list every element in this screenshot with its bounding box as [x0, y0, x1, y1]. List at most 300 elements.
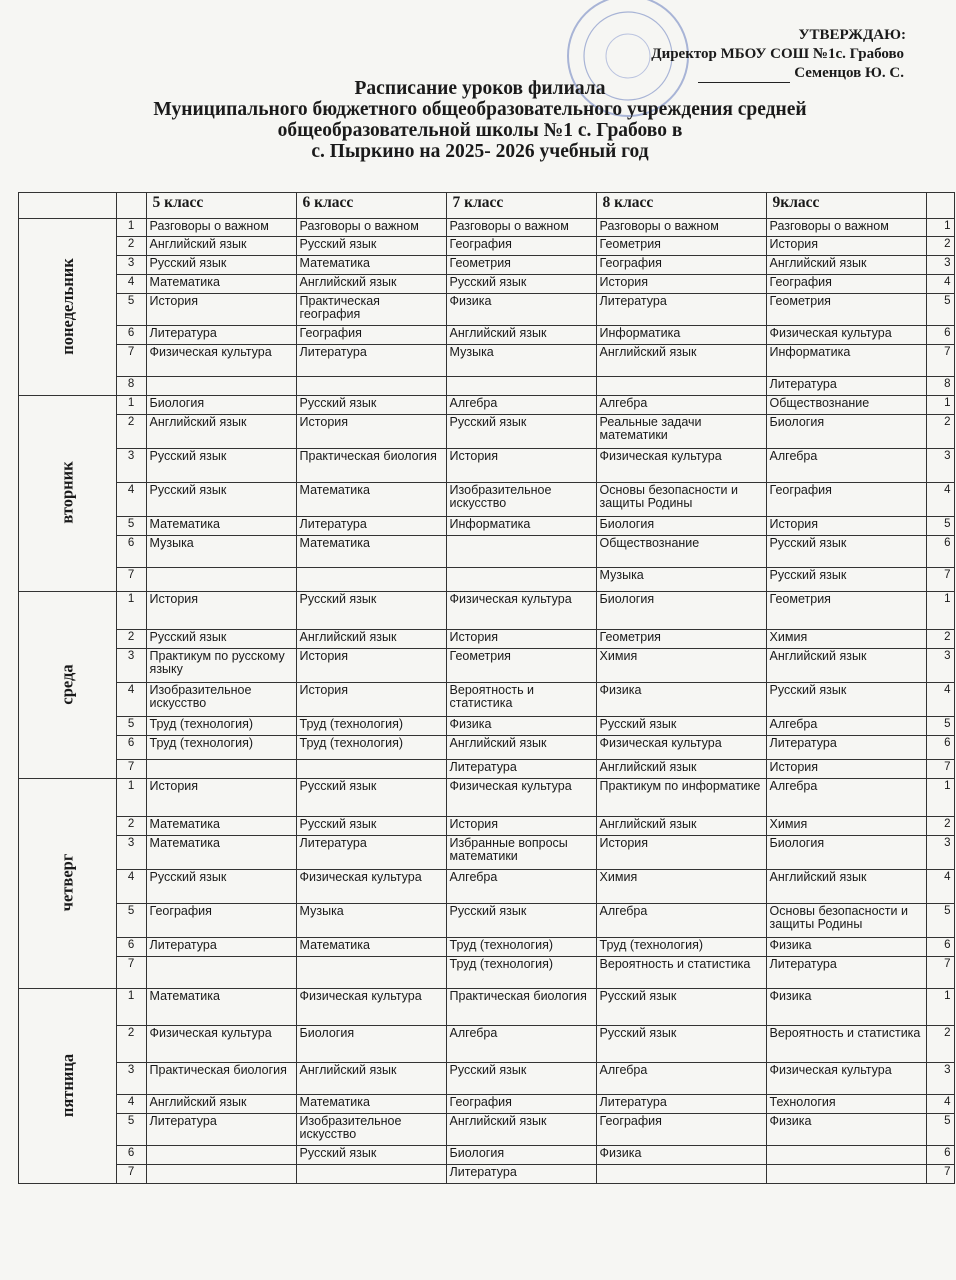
subject-cell: Русский язык [296, 1146, 446, 1165]
lesson-number: 1 [116, 989, 146, 1026]
subject-cell: Английский язык [146, 415, 296, 449]
subject-cell: История [446, 817, 596, 836]
subject-cell: Информатика [596, 326, 766, 345]
lesson-number-right: 2 [926, 1026, 954, 1063]
subject-cell: Русский язык [766, 683, 926, 717]
lesson-number-right: 5 [926, 904, 954, 938]
table-row [19, 219, 955, 237]
lesson-number-right: 3 [926, 1063, 954, 1095]
table-row [19, 1026, 955, 1063]
subject-cell: Реальные задачи математики [596, 415, 766, 449]
lesson-number-right: 4 [926, 483, 954, 517]
lesson-number-right: 1 [926, 396, 954, 415]
lesson-number-right: 6 [926, 326, 954, 345]
subject-cell: Литература [296, 517, 446, 536]
lesson-number: 7 [116, 345, 146, 377]
approval-heading: УТВЕРЖДАЮ: [798, 27, 906, 43]
subject-cell: Физическая культура [296, 870, 446, 904]
subject-cell: Английский язык [146, 237, 296, 256]
subject-cell: Физика [766, 1114, 926, 1146]
subject-cell: Труд (технология) [296, 717, 446, 736]
subject-cell: Физическая культура [596, 736, 766, 760]
day-cell [19, 396, 117, 592]
subject-cell: Музыка [446, 345, 596, 377]
lesson-number: 4 [116, 275, 146, 294]
lesson-number-right: 8 [926, 377, 954, 396]
subject-cell [296, 377, 446, 396]
subject-cell: Русский язык [446, 904, 596, 938]
lesson-number: 2 [116, 1026, 146, 1063]
subject-cell: Музыка [596, 568, 766, 592]
subject-cell: Литература [596, 294, 766, 326]
subject-cell: История [596, 275, 766, 294]
header-class-5: 5 класс [146, 193, 296, 219]
table-row [19, 415, 955, 449]
schedule-table [18, 192, 955, 1184]
subject-cell: Биология [146, 396, 296, 415]
lesson-number-right: 1 [926, 779, 954, 817]
subject-cell: Музыка [296, 904, 446, 938]
lesson-number: 4 [116, 483, 146, 517]
subject-cell: Музыка [146, 536, 296, 568]
subject-cell: Технология [766, 1095, 926, 1114]
subject-cell: Физическая культура [146, 1026, 296, 1063]
lesson-number: 3 [116, 256, 146, 275]
subject-cell: География [446, 237, 596, 256]
day-label: четверг [57, 853, 77, 912]
subject-cell: Литература [596, 1095, 766, 1114]
subject-cell: Русский язык [146, 630, 296, 649]
table-row [19, 294, 955, 326]
subject-cell: Разговоры о важном [766, 219, 926, 237]
lesson-number: 7 [116, 1165, 146, 1184]
lesson-number: 6 [116, 536, 146, 568]
title-line-1: Расписание уроков филиала [354, 78, 606, 99]
subject-cell: Алгебра [446, 1026, 596, 1063]
subject-cell: Избранные вопросы математики [446, 836, 596, 870]
table-row [19, 938, 955, 957]
subject-cell: География [296, 326, 446, 345]
subject-cell: Химия [766, 817, 926, 836]
lesson-number: 5 [116, 904, 146, 938]
subject-cell: Английский язык [596, 345, 766, 377]
subject-cell: Литература [446, 760, 596, 779]
table-row [19, 483, 955, 517]
subject-cell: Литература [766, 957, 926, 989]
title-line-3: общеобразовательной школы №1 с. Грабово в [277, 120, 683, 141]
lesson-number: 1 [116, 779, 146, 817]
approval-block [651, 26, 904, 83]
lesson-number-right: 5 [926, 717, 954, 736]
subject-cell: Физическая культура [146, 345, 296, 377]
table-row [19, 536, 955, 568]
lesson-number-right: 2 [926, 630, 954, 649]
lesson-number: 5 [116, 294, 146, 326]
subject-cell: Литература [146, 326, 296, 345]
lesson-number-right: 3 [926, 649, 954, 683]
subject-cell: Русский язык [596, 989, 766, 1026]
subject-cell: История [596, 836, 766, 870]
table-row [19, 649, 955, 683]
subject-cell: География [766, 483, 926, 517]
lesson-number: 3 [116, 1063, 146, 1095]
subject-cell: Изобразительное искусство [296, 1114, 446, 1146]
subject-cell: Вероятность и статистика [446, 683, 596, 717]
subject-cell: Алгебра [766, 779, 926, 817]
subject-cell: Практикум по русскому языку [146, 649, 296, 683]
lesson-number: 4 [116, 1095, 146, 1114]
day-cell [19, 219, 117, 396]
lesson-number-right: 2 [926, 237, 954, 256]
subject-cell: Биология [596, 592, 766, 630]
lesson-number-right: 6 [926, 736, 954, 760]
subject-cell [146, 957, 296, 989]
subject-cell: География [446, 1095, 596, 1114]
subject-cell: Русский язык [766, 568, 926, 592]
subject-cell: Основы безопасности и защиты Родины [596, 483, 766, 517]
lesson-number: 6 [116, 1146, 146, 1165]
table-row [19, 568, 955, 592]
subject-cell: Литература [296, 345, 446, 377]
lesson-number-right: 7 [926, 345, 954, 377]
subject-cell: Английский язык [446, 326, 596, 345]
table-row [19, 1114, 955, 1146]
table-row [19, 779, 955, 817]
table-row [19, 836, 955, 870]
table-row [19, 1146, 955, 1165]
table-row [19, 1095, 955, 1114]
subject-cell: Биология [766, 836, 926, 870]
subject-cell: Биология [766, 415, 926, 449]
subject-cell: Математика [296, 938, 446, 957]
table-row [19, 345, 955, 377]
subject-cell: Алгебра [766, 717, 926, 736]
lesson-number: 8 [116, 377, 146, 396]
subject-cell: Изобразительное искусство [446, 483, 596, 517]
lesson-number: 3 [116, 836, 146, 870]
subject-cell [296, 760, 446, 779]
lesson-number: 3 [116, 449, 146, 483]
subject-cell: Обществознание [766, 396, 926, 415]
lesson-number-right: 3 [926, 836, 954, 870]
subject-cell: Русский язык [146, 449, 296, 483]
header-class-9: 9класс [766, 193, 926, 219]
lesson-number: 6 [116, 326, 146, 345]
lesson-number: 3 [116, 649, 146, 683]
subject-cell: Алгебра [596, 1063, 766, 1095]
lesson-number-right: 5 [926, 517, 954, 536]
approval-name: Семенцов Ю. С. [794, 65, 904, 81]
subject-cell: Химия [596, 870, 766, 904]
subject-cell: История [146, 779, 296, 817]
day-cell [19, 989, 117, 1184]
subject-cell: Русский язык [766, 536, 926, 568]
subject-cell: Разговоры о важном [146, 219, 296, 237]
subject-cell: Химия [766, 630, 926, 649]
subject-cell: Математика [146, 836, 296, 870]
table-row [19, 736, 955, 760]
subject-cell: Математика [146, 817, 296, 836]
lesson-number: 2 [116, 415, 146, 449]
day-label: понедельник [57, 257, 77, 355]
lesson-number: 1 [116, 219, 146, 237]
table-row [19, 377, 955, 396]
lesson-number: 7 [116, 957, 146, 989]
subject-cell: Русский язык [296, 237, 446, 256]
lesson-number-right: 7 [926, 760, 954, 779]
header-day-cell [19, 193, 117, 219]
lesson-number-right: 2 [926, 415, 954, 449]
lesson-number: 6 [116, 736, 146, 760]
subject-cell [596, 377, 766, 396]
subject-cell: Труд (технология) [146, 717, 296, 736]
lesson-number-right: 5 [926, 294, 954, 326]
subject-cell: Геометрия [446, 649, 596, 683]
approval-position: Директор МБОУ СОШ №1с. Грабово [651, 46, 904, 62]
subject-cell: Английский язык [766, 649, 926, 683]
day-label: среда [57, 663, 77, 705]
subject-cell: Литература [766, 377, 926, 396]
subject-cell: История [296, 415, 446, 449]
subject-cell: Практическая география [296, 294, 446, 326]
subject-cell: Разговоры о важном [596, 219, 766, 237]
lesson-number-right: 1 [926, 989, 954, 1026]
subject-cell: Русский язык [296, 592, 446, 630]
subject-cell: Физика [766, 989, 926, 1026]
subject-cell: Физика [596, 1146, 766, 1165]
subject-cell: Русский язык [446, 275, 596, 294]
subject-cell: Литература [146, 1114, 296, 1146]
subject-cell: Алгебра [766, 449, 926, 483]
header-class-6: 6 класс [296, 193, 446, 219]
subject-cell: Русский язык [296, 817, 446, 836]
table-row [19, 1165, 955, 1184]
subject-cell: Практическая биология [446, 989, 596, 1026]
subject-cell: История [766, 237, 926, 256]
lesson-number-right: 4 [926, 1095, 954, 1114]
subject-cell [146, 760, 296, 779]
lesson-number-right: 6 [926, 1146, 954, 1165]
subject-cell: Обществознание [596, 536, 766, 568]
subject-cell: Русский язык [596, 1026, 766, 1063]
subject-cell: Русский язык [296, 396, 446, 415]
lesson-number-right: 5 [926, 1114, 954, 1146]
subject-cell: История [146, 294, 296, 326]
subject-cell: Труд (технология) [596, 938, 766, 957]
lesson-number-right: 1 [926, 592, 954, 630]
lesson-number: 2 [116, 817, 146, 836]
title-line-4: с. Пыркино на 2025- 2026 учебный год [311, 141, 649, 162]
subject-cell [296, 568, 446, 592]
subject-cell: Русский язык [296, 779, 446, 817]
subject-cell: Практическая биология [296, 449, 446, 483]
lesson-number-right: 4 [926, 870, 954, 904]
header-class-8: 8 класс [596, 193, 766, 219]
subject-cell: Физика [596, 683, 766, 717]
subject-cell: Литература [766, 736, 926, 760]
table-row [19, 237, 955, 256]
table-row [19, 592, 955, 630]
subject-cell [446, 536, 596, 568]
lesson-number-right: 7 [926, 1165, 954, 1184]
lesson-number: 7 [116, 760, 146, 779]
subject-cell: Физическая культура [596, 449, 766, 483]
subject-cell: Русский язык [146, 870, 296, 904]
lesson-number-right: 6 [926, 536, 954, 568]
subject-cell: Алгебра [446, 396, 596, 415]
header-num-cell [116, 193, 146, 219]
subject-cell [446, 568, 596, 592]
table-row [19, 989, 955, 1026]
table-row [19, 396, 955, 415]
table-row [19, 870, 955, 904]
subject-cell: Физическая культура [296, 989, 446, 1026]
subject-cell [766, 1165, 926, 1184]
lesson-number: 5 [116, 1114, 146, 1146]
header-rnum-cell [926, 193, 954, 219]
subject-cell: Геометрия [596, 630, 766, 649]
subject-cell: География [596, 1114, 766, 1146]
subject-cell: Литература [146, 938, 296, 957]
subject-cell: Английский язык [296, 275, 446, 294]
lesson-number-right: 6 [926, 938, 954, 957]
subject-cell: Английский язык [596, 760, 766, 779]
subject-cell: Алгебра [596, 904, 766, 938]
lesson-number: 2 [116, 237, 146, 256]
subject-cell [146, 1165, 296, 1184]
subject-cell: Физическая культура [446, 779, 596, 817]
subject-cell: Биология [596, 517, 766, 536]
subject-cell: Физика [446, 717, 596, 736]
subject-cell: Английский язык [766, 256, 926, 275]
lesson-number: 6 [116, 938, 146, 957]
subject-cell: Разговоры о важном [296, 219, 446, 237]
subject-cell [146, 1146, 296, 1165]
subject-cell: Вероятность и статистика [596, 957, 766, 989]
subject-cell: Английский язык [296, 1063, 446, 1095]
subject-cell: Математика [296, 483, 446, 517]
subject-cell: Математика [296, 256, 446, 275]
day-label: пятница [57, 1053, 77, 1117]
table-row [19, 256, 955, 275]
subject-cell: Практикум по информатике [596, 779, 766, 817]
subject-cell: Английский язык [596, 817, 766, 836]
subject-cell: Русский язык [446, 1063, 596, 1095]
subject-cell: Английский язык [766, 870, 926, 904]
subject-cell: Математика [296, 1095, 446, 1114]
subject-cell: Разговоры о важном [446, 219, 596, 237]
subject-cell: Основы безопасности и защиты Родины [766, 904, 926, 938]
table-row [19, 904, 955, 938]
subject-cell: Физическая культура [446, 592, 596, 630]
lesson-number: 4 [116, 683, 146, 717]
subject-cell: Алгебра [446, 870, 596, 904]
day-label: вторник [57, 461, 77, 524]
table-row [19, 683, 955, 717]
subject-cell: История [446, 630, 596, 649]
subject-cell [146, 568, 296, 592]
lesson-number: 5 [116, 517, 146, 536]
subject-cell [596, 1165, 766, 1184]
lesson-number: 1 [116, 396, 146, 415]
subject-cell: Информатика [446, 517, 596, 536]
subject-cell: Математика [146, 517, 296, 536]
subject-cell: Информатика [766, 345, 926, 377]
page-title [60, 78, 900, 162]
subject-cell: Физика [446, 294, 596, 326]
table-row [19, 275, 955, 294]
subject-cell: История [146, 592, 296, 630]
subject-cell: История [766, 517, 926, 536]
subject-cell: Русский язык [146, 483, 296, 517]
subject-cell [296, 1165, 446, 1184]
subject-cell: Физика [766, 938, 926, 957]
subject-cell: История [296, 649, 446, 683]
subject-cell: Русский язык [446, 415, 596, 449]
table-row [19, 630, 955, 649]
subject-cell: Английский язык [296, 630, 446, 649]
subject-cell [766, 1146, 926, 1165]
subject-cell: История [296, 683, 446, 717]
subject-cell: Биология [446, 1146, 596, 1165]
lesson-number-right: 7 [926, 957, 954, 989]
subject-cell: Геометрия [766, 294, 926, 326]
subject-cell: Математика [146, 275, 296, 294]
subject-cell: Физическая культура [766, 326, 926, 345]
subject-cell: Практическая биология [146, 1063, 296, 1095]
subject-cell: Геометрия [596, 237, 766, 256]
lesson-number-right: 1 [926, 219, 954, 237]
subject-cell: Геометрия [766, 592, 926, 630]
subject-cell: Труд (технология) [446, 957, 596, 989]
subject-cell: Русский язык [596, 717, 766, 736]
subject-cell: Литература [446, 1165, 596, 1184]
lesson-number: 7 [116, 568, 146, 592]
subject-cell: Литература [296, 836, 446, 870]
lesson-number-right: 7 [926, 568, 954, 592]
lesson-number-right: 4 [926, 683, 954, 717]
lesson-number-right: 3 [926, 449, 954, 483]
subject-cell: География [596, 256, 766, 275]
subject-cell [296, 957, 446, 989]
subject-cell: Труд (технология) [446, 938, 596, 957]
table-row [19, 717, 955, 736]
lesson-number-right: 3 [926, 256, 954, 275]
subject-cell: Вероятность и статистика [766, 1026, 926, 1063]
day-cell [19, 592, 117, 779]
subject-cell: Изобразительное искусство [146, 683, 296, 717]
subject-cell: Математика [146, 989, 296, 1026]
subject-cell: История [766, 760, 926, 779]
subject-cell: Английский язык [146, 1095, 296, 1114]
subject-cell: Английский язык [446, 736, 596, 760]
lesson-number: 2 [116, 630, 146, 649]
subject-cell: Русский язык [146, 256, 296, 275]
subject-cell: Труд (технология) [146, 736, 296, 760]
lesson-number-right: 4 [926, 275, 954, 294]
subject-cell: Алгебра [596, 396, 766, 415]
table-row [19, 817, 955, 836]
table-row [19, 1063, 955, 1095]
table-row [19, 517, 955, 536]
subject-cell: Химия [596, 649, 766, 683]
table-row [19, 760, 955, 779]
subject-cell: История [446, 449, 596, 483]
subject-cell: Английский язык [446, 1114, 596, 1146]
lesson-number-right: 2 [926, 817, 954, 836]
title-line-2: Муниципального бюджетного общеобразовательного учреждения средней [153, 99, 807, 120]
subject-cell: Труд (технология) [296, 736, 446, 760]
